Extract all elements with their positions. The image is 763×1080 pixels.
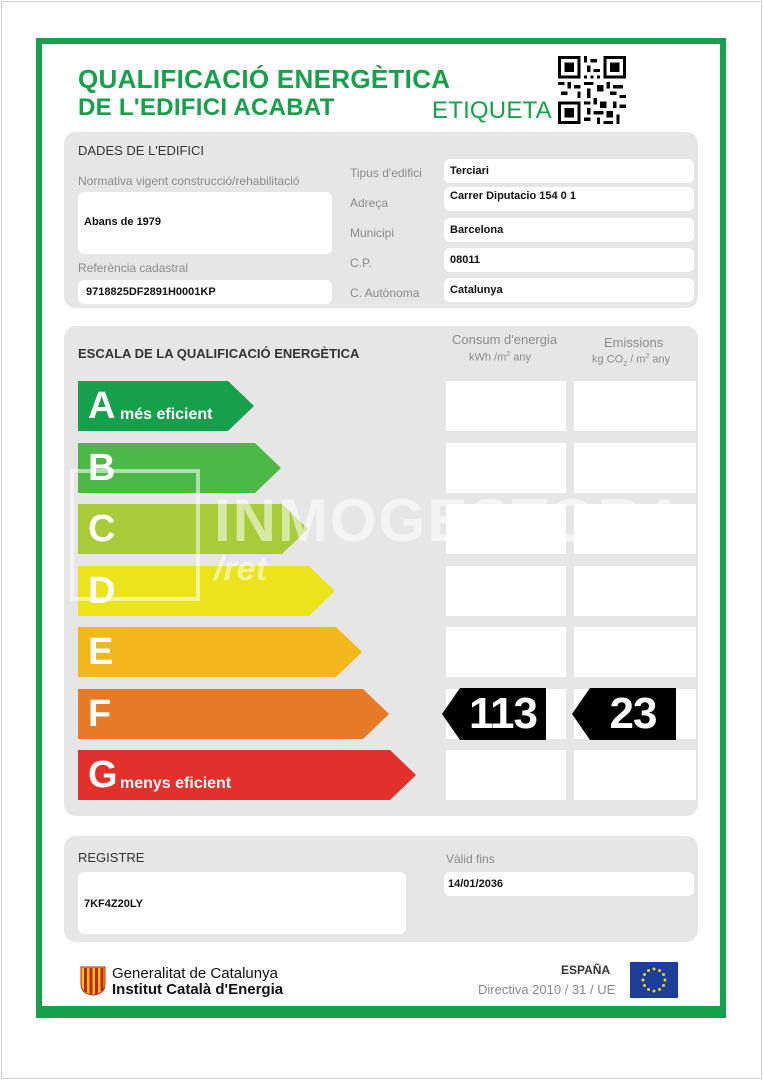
class-letter-g: G [88, 754, 118, 796]
energy-scale-panel [64, 326, 698, 816]
cadastral-box [78, 280, 332, 304]
comunitat-label: C. Autònoma [350, 286, 420, 300]
emissions-rating-badge [572, 688, 676, 740]
eu-star [658, 969, 661, 972]
eu-star [642, 979, 645, 982]
eu-star [653, 990, 656, 993]
class-caption-g: menys eficient [120, 775, 232, 792]
class-arrow-fill-e [78, 627, 362, 677]
consum-rating-badge-value: 113 [469, 688, 537, 738]
country-label: ESPAÑA [561, 963, 611, 977]
cadastral-value: 9718825DF2891H0001KP [86, 286, 216, 298]
label-frame [36, 38, 726, 1018]
consum-cell-d [446, 566, 566, 616]
emissions-cell-e [574, 627, 696, 677]
emissions-unit-b: / m [627, 353, 646, 366]
class-letter-d: D [88, 569, 116, 612]
emissions-cell-g [574, 750, 696, 800]
municipi-label: Municipi [350, 226, 395, 240]
eu-star [647, 969, 650, 972]
qr-code-icon [558, 56, 626, 124]
class-arrow-shape-f [78, 689, 389, 739]
emissions-unit-sub: 2 [623, 360, 628, 368]
valid-value: 14/01/2036 [448, 878, 504, 890]
consum-title: Consum d'energia [452, 332, 558, 347]
normativa-value: Abans de 1979 [84, 216, 162, 228]
scale-section-title: ESCALA DE LA QUALIFICACIÓ ENERGÈTICA [78, 346, 360, 361]
consum-cell-a [446, 381, 566, 431]
class-caption-a: més eficient [120, 406, 213, 423]
adreca-box [444, 187, 694, 211]
cp-value: 08011 [450, 254, 480, 266]
label-inner [42, 44, 720, 1006]
emissions-cell-a [574, 381, 696, 431]
municipi-box [444, 218, 694, 242]
org-line1: Generalitat de Catalunya [112, 965, 278, 982]
class-arrow-e [78, 627, 362, 677]
normativa-box [78, 192, 332, 254]
emissions-unit-a: kg CO [592, 353, 624, 366]
class-arrow-a [78, 381, 254, 431]
watermark-subtext: /ret [214, 550, 267, 588]
registry-panel [64, 836, 698, 942]
class-arrow-shape-e [78, 627, 362, 677]
adreca-value: Carrer Diputacio 154 0 1 [450, 190, 576, 202]
consum-rating-badge [442, 688, 546, 740]
eu-star [662, 973, 665, 976]
consum-unit-a: kWh /m [469, 351, 507, 364]
tipus-box [444, 159, 694, 183]
directive-label: Directiva 2010 / 31 / UE [478, 982, 616, 997]
consum-unit-sup: 2 [506, 351, 511, 358]
title-line1: QUALIFICACIÓ ENERGÈTICA [78, 64, 451, 94]
eu-star [662, 984, 665, 987]
eu-star [643, 973, 646, 976]
comunitat-value: Catalunya [450, 284, 503, 296]
building-data-panel [64, 132, 698, 308]
tipus-value: Terciari [450, 165, 489, 177]
watermark-frame [70, 469, 200, 601]
class-arrow-g [78, 750, 416, 800]
class-letter-b: B [88, 446, 116, 489]
cadastral-label: Referència cadastral [78, 261, 189, 275]
comunitat-box [444, 278, 694, 302]
valid-box [444, 872, 694, 896]
building-section-title: DADES DE L'EDIFICI [78, 143, 205, 158]
cp-box [444, 248, 694, 272]
class-arrow-f [78, 689, 389, 739]
org-line2: Institut Català d'Energia [112, 981, 284, 998]
municipi-value: Barcelona [450, 224, 504, 236]
cp-label: C.P. [350, 256, 372, 270]
registre-box [78, 872, 406, 934]
emissions-unit-c: any [649, 353, 671, 366]
consum-unit [469, 351, 531, 364]
class-letter-c: C [88, 508, 116, 550]
consum-cell-b [446, 443, 566, 493]
emissions-cell-b [574, 443, 696, 493]
watermark-text: INMOGESTORA [214, 487, 689, 554]
etiqueta-label: ETIQUETA [432, 97, 552, 124]
consum-cell-g [446, 750, 566, 800]
normativa-label: Normativa vigent construcció/rehabilitació [78, 174, 300, 188]
eu-flag-icon [630, 962, 678, 998]
emissions-rating-badge-value: 23 [609, 688, 657, 738]
tipus-label: Tipus d'edifici [350, 166, 422, 180]
generalitat-shield-icon [80, 966, 106, 996]
eu-star [643, 984, 646, 987]
adreca-label: Adreça [350, 196, 389, 210]
class-arrow-fill-f [78, 689, 389, 739]
eu-star [653, 968, 656, 971]
consum-cell-e [446, 627, 566, 677]
emissions-title: Emissions [604, 335, 664, 350]
class-letter-f: F [88, 692, 112, 735]
registre-value: 7KF4Z20LY [84, 898, 143, 910]
registre-label: REGISTRE [78, 850, 145, 865]
class-letter-e: E [88, 631, 114, 673]
consum-unit-b: any [510, 351, 531, 364]
eu-star [664, 979, 667, 982]
eu-star [647, 988, 650, 991]
emissions-unit-sup: 2 [645, 353, 650, 360]
class-letter-a: A [88, 385, 116, 427]
emissions-unit [592, 353, 670, 368]
title-line2: DE L'EDIFICI ACABAT [78, 94, 335, 121]
valid-label: Vàlid fins [446, 852, 495, 866]
eu-star [658, 988, 661, 991]
emissions-cell-d [574, 566, 696, 616]
